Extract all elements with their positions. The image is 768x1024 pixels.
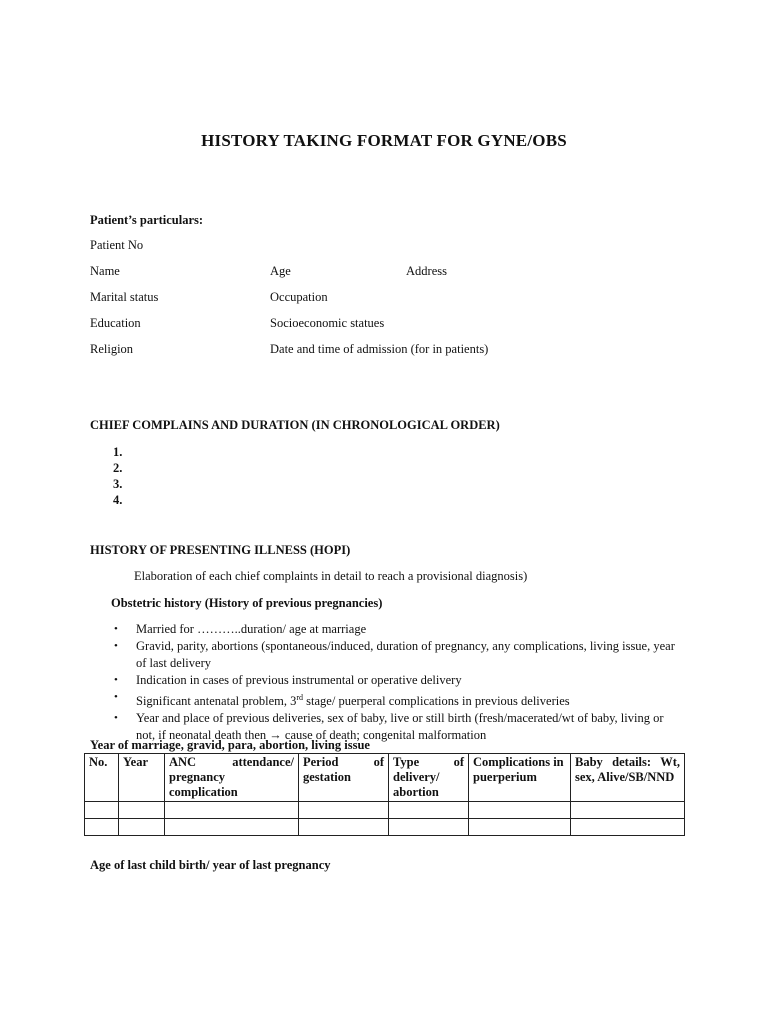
bullet-icon: •	[114, 691, 118, 703]
list-item: 3.	[113, 477, 123, 491]
col-header-complications: Complications in puerperium	[469, 754, 571, 802]
table-row	[85, 802, 685, 819]
table-cell[interactable]	[165, 802, 299, 819]
col-header-period: Period of gestation	[299, 754, 389, 802]
table-row	[85, 819, 685, 836]
bullet-icon: •	[114, 712, 118, 725]
table-cell[interactable]	[165, 819, 299, 836]
table-cell[interactable]	[389, 802, 469, 819]
table-cell[interactable]	[85, 802, 119, 819]
col-header-anc: ANC attendance/ pregnancy complication	[165, 754, 299, 802]
label-address: Address	[406, 264, 447, 278]
hopi-heading: HISTORY OF PRESENTING ILLNESS (HOPI)	[90, 543, 351, 557]
table-header-row	[85, 754, 685, 802]
table-cell[interactable]	[389, 819, 469, 836]
table-cell[interactable]	[119, 802, 165, 819]
table-cell[interactable]	[299, 819, 389, 836]
obstetric-bullet-list	[114, 621, 684, 744]
col-header-no: No.	[85, 754, 119, 802]
col-header-year: Year	[119, 754, 165, 802]
list-item: 1.	[113, 445, 123, 459]
table-cell[interactable]	[85, 819, 119, 836]
label-marital-status: Marital status	[90, 290, 159, 304]
list-item	[114, 689, 684, 710]
pregnancy-history-table	[84, 753, 685, 836]
bullet-text: Indication in cases of previous instrumental or operative delivery	[136, 673, 462, 687]
label-religion: Religion	[90, 342, 134, 356]
list-item: 4.	[113, 493, 123, 507]
bullet-icon: •	[114, 623, 118, 635]
label-patient-no: Patient No	[90, 238, 144, 252]
label-socioeconomic: Socioeconomic statues	[270, 316, 385, 330]
bullet-text: Year and place of previous deliveries, sex of baby, live or still birth (fresh/macerated/wt of baby, living or not, if neonatal death then → cause of death; congenital malformation	[136, 711, 664, 743]
particulars-heading: Patient’s particulars:	[90, 213, 204, 227]
table-cell[interactable]	[469, 819, 571, 836]
table-cell[interactable]	[469, 802, 571, 819]
table-cell[interactable]	[119, 819, 165, 836]
list-item	[114, 672, 684, 689]
label-occupation: Occupation	[270, 290, 328, 304]
list-item	[114, 621, 684, 638]
chief-complaints-heading: CHIEF COMPLAINS AND DURATION (IN CHRONOLOGICAL ORDER)	[90, 418, 500, 432]
col-header-baby: Baby details: Wt, sex, Alive/SB/NND	[571, 754, 685, 802]
bullet-text: Gravid, parity, abortions (spontaneous/induced, duration of pregnancy, any complications, living issue, year of last delivery	[136, 639, 675, 670]
obstetric-heading: Obstetric history (History of previous pregnancies)	[111, 596, 383, 610]
bullet-icon: •	[114, 640, 118, 652]
last-birth-label: Age of last child birth/ year of last pregnancy	[90, 858, 331, 872]
label-name: Name	[90, 264, 120, 278]
hopi-elaboration: Elaboration of each chief complaints in detail to reach a provisional diagnosis)	[134, 569, 528, 583]
label-admission: Date and time of admission (for in patients)	[270, 342, 489, 356]
bullet-text: Significant antenatal problem, 3rd stage/ puerperal complications in previous deliveries	[136, 693, 570, 709]
table-cell[interactable]	[571, 802, 685, 819]
list-item	[114, 638, 684, 672]
page-title: HISTORY TAKING FORMAT FOR GYNE/OBS	[201, 131, 567, 150]
bullet-text: Married for ………..duration/ age at marriage	[136, 622, 367, 636]
bullet-icon: •	[114, 674, 118, 686]
col-header-type: Type of delivery/ abortion	[389, 754, 469, 802]
table-cell[interactable]	[571, 819, 685, 836]
label-education: Education	[90, 316, 141, 330]
table-caption: Year of marriage, gravid, para, abortion, living issue	[90, 738, 370, 752]
list-item: 2.	[113, 461, 123, 475]
label-age: Age	[270, 264, 291, 278]
chief-complaints-list	[113, 444, 122, 508]
table-cell[interactable]	[299, 802, 389, 819]
